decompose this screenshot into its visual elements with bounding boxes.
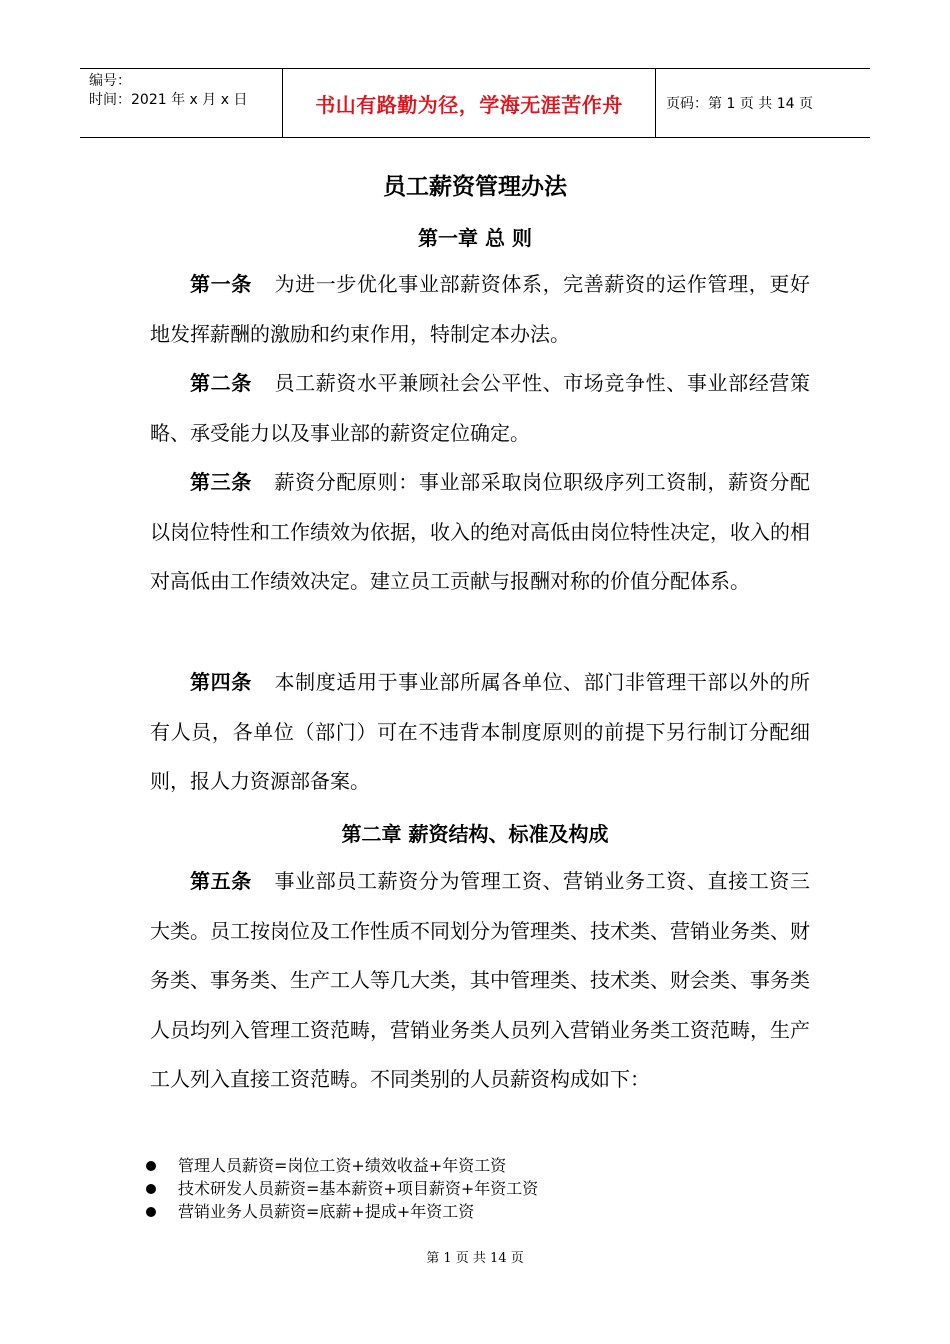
page-info: 页码：第 1 页 共 14 页 xyxy=(666,96,813,112)
number-label: 编号： xyxy=(89,73,131,89)
article-text: 事业部员工薪资分为管理工资、营销业务工资、直接工资三大类。员工按岗位及工作性质不同划分为管理类、技术类、营销业务类、财务类、事务类、生产工人等几大类，其中管理类、技术类、财会类、事务类人员均列入管理工资范畴，营销业务类人员列入营销业务类工资范畴，生产工人列入直接工资范畴。不同类别的人员薪资构成如下： xyxy=(150,869,811,1091)
list-item: 管理人员薪资=岗位工资+绩效收益+年资工资 xyxy=(142,1154,538,1177)
article-text: 本制度适用于事业部所属各单位、部门非管理干部以外的所有人员，各单位（部门）可在不违背本制度原则的前提下另行制订分配细则，报人力资源部备案。 xyxy=(150,670,811,793)
article-3 xyxy=(150,458,810,607)
header-table xyxy=(80,68,870,138)
article-1 xyxy=(150,260,810,359)
list-item: 营销业务人员薪资=底薪+提成+年资工资 xyxy=(142,1200,538,1223)
article-5 xyxy=(150,857,810,1105)
header-meta-cell xyxy=(80,69,283,137)
article-text: 员工薪资水平兼顾社会公平性、市场竞争性、事业部经营策略、承受能力以及事业部的薪资定位确定。 xyxy=(150,371,811,445)
time-label: 时间：2021 年 x 月 x 日 xyxy=(89,92,248,108)
article-label: 第三条 xyxy=(190,470,252,494)
list-item: 技术研发人员薪资=基本薪资+项目薪资+年资工资 xyxy=(142,1177,538,1200)
page-footer: 第 1 页 共 14 页 xyxy=(426,1251,524,1266)
chapter-1-title: 第一章 总 则 xyxy=(418,226,532,250)
salary-structure-list xyxy=(142,1154,538,1223)
document-title: 员工薪资管理办法 xyxy=(383,174,567,200)
chapter-2-title: 第二章 薪资结构、标准及构成 xyxy=(341,822,609,846)
article-label: 第一条 xyxy=(190,272,252,296)
article-text: 为进一步优化事业部薪资体系，完善薪资的运作管理，更好地发挥薪酬的激励和约束作用，特制定本办法。 xyxy=(150,272,811,346)
motto-text: 书山有路勤为径，学海无涯苦作舟 xyxy=(315,92,623,117)
article-4 xyxy=(150,658,810,807)
article-label: 第五条 xyxy=(190,869,252,893)
article-text: 薪资分配原则：事业部采取岗位职级序列工资制，薪资分配以岗位特性和工作绩效为依据，收入的绝对高低由岗位特性决定，收入的相对高低由工作绩效决定。建立员工贡献与报酬对称的价值分配体系。 xyxy=(150,470,811,593)
header-motto-cell xyxy=(283,69,656,137)
article-label: 第四条 xyxy=(190,670,252,694)
bullet-icon xyxy=(146,1161,156,1171)
bullet-icon xyxy=(146,1184,156,1194)
article-2 xyxy=(150,359,810,458)
bullet-icon xyxy=(146,1207,156,1217)
header-page-cell xyxy=(656,69,870,137)
article-label: 第二条 xyxy=(190,371,252,395)
